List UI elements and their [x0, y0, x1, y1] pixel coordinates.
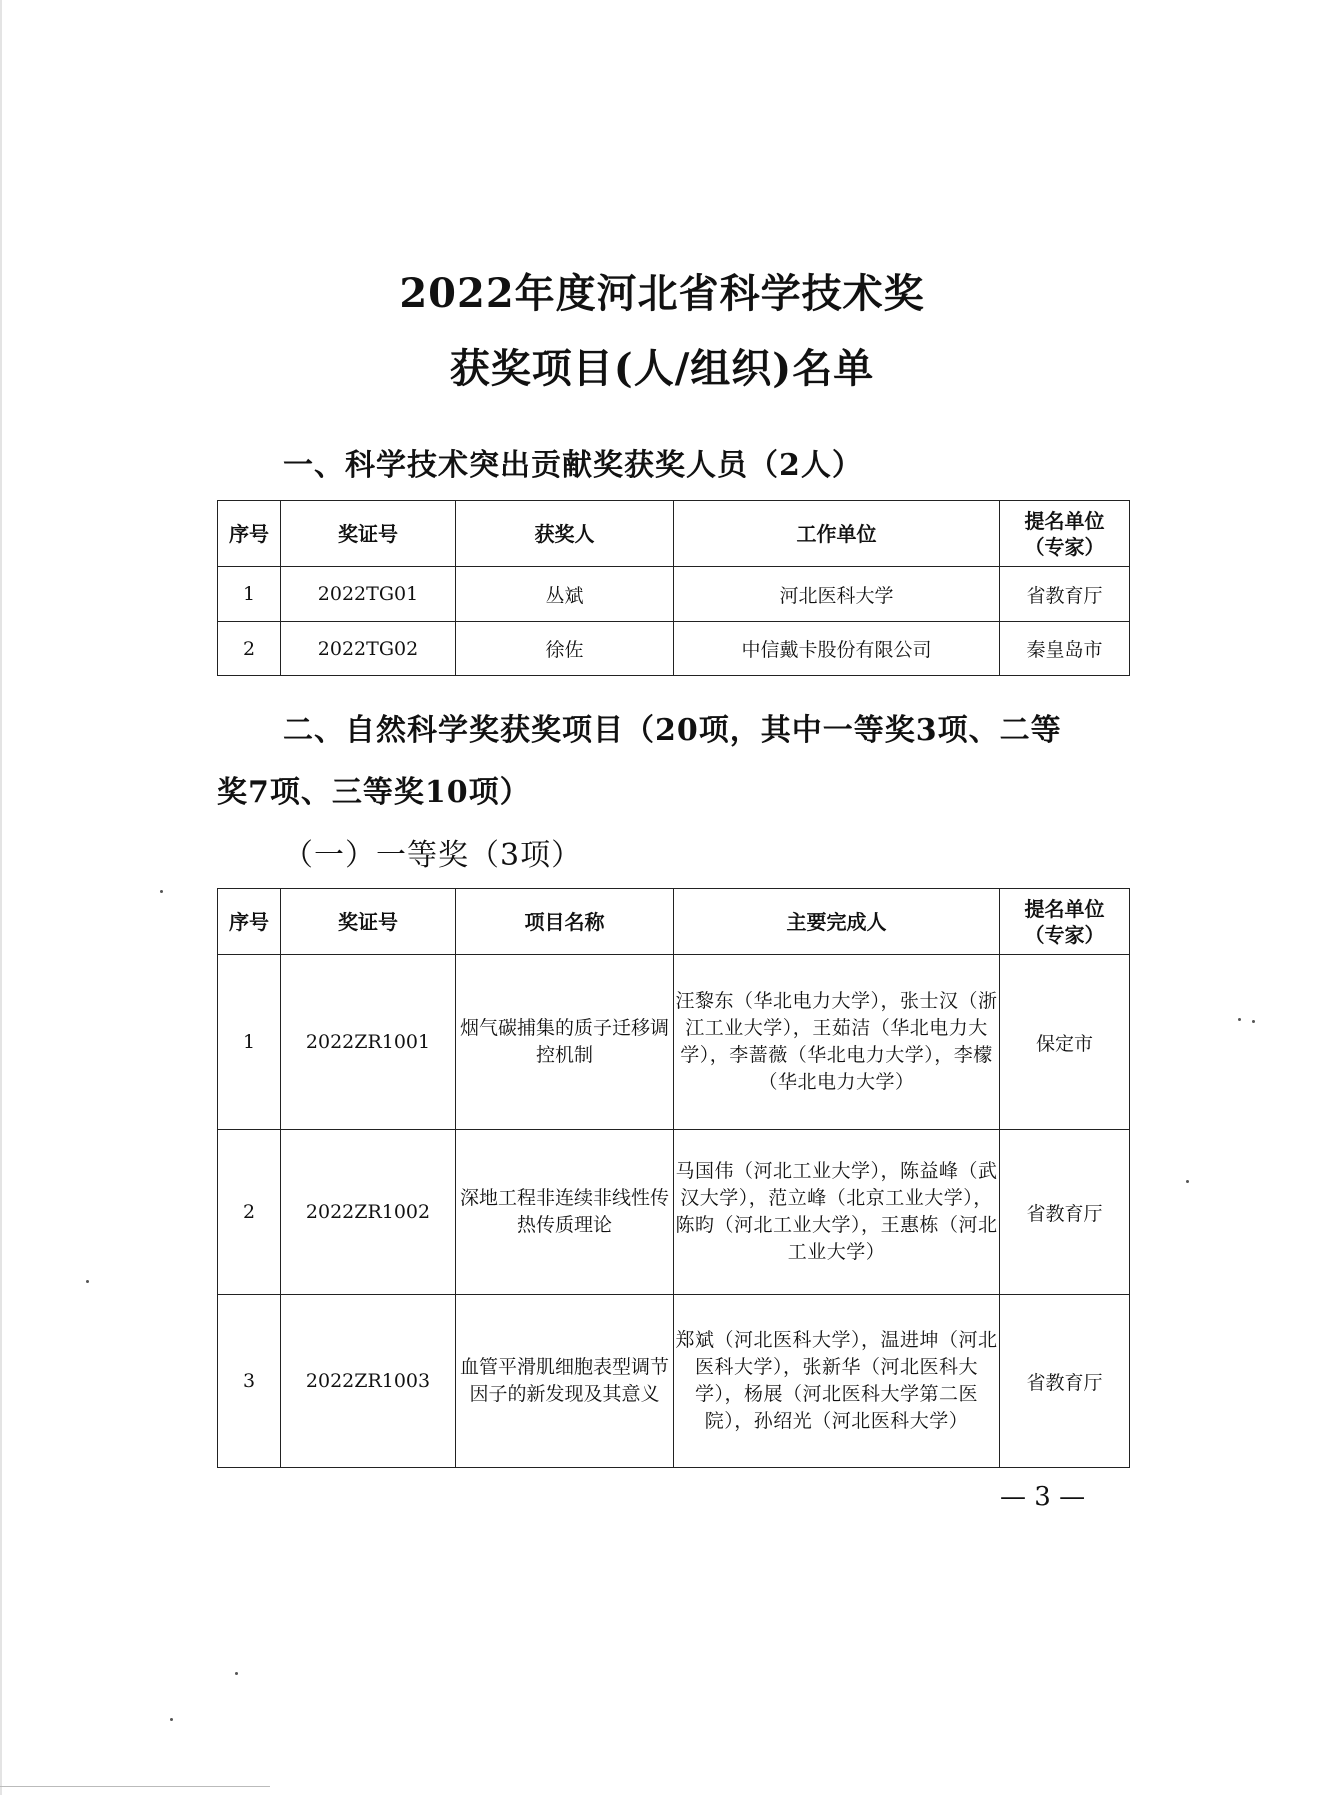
table-row — [218, 1130, 1130, 1295]
section2-heading-line1: 二、自然科学奖获奖项目（20项，其中一等奖3项、二等 — [283, 713, 1062, 748]
scan-speck — [160, 890, 163, 893]
cell-index: 1 — [218, 955, 281, 1130]
cell-project-name: 血管平滑肌细胞表型调节因子的新发现及其意义 — [456, 1295, 674, 1468]
table-row — [218, 1295, 1130, 1468]
cell-index: 3 — [218, 1295, 281, 1468]
section2-subheading: （一）一等奖（3项） — [283, 838, 583, 873]
header-cell: 奖证号 — [281, 501, 456, 567]
table-row — [218, 567, 1130, 622]
cell-contributors: 马国伟（河北工业大学），陈益峰（武汉大学），范立峰（北京工业大学），陈昀（河北工业大学），王惠栋（河北工业大学） — [674, 1130, 1000, 1295]
cell-cert-no: 2022ZR1002 — [281, 1130, 456, 1295]
cell-workplace: 中信戴卡股份有限公司 — [674, 622, 1000, 676]
cell-cert-no: 2022TG01 — [281, 567, 456, 622]
table-header-row — [218, 889, 1130, 955]
document-title-line2: 获奖项目(人/组织)名单 — [449, 345, 875, 392]
cell-cert-no: 2022ZR1003 — [281, 1295, 456, 1468]
scan-bottom-rule — [0, 1786, 270, 1787]
cell-nominator: 省教育厅 — [1000, 1295, 1130, 1468]
scan-speck — [86, 1280, 89, 1283]
table-row — [218, 622, 1130, 676]
cell-cert-no: 2022TG02 — [281, 622, 456, 676]
cell-nominator: 省教育厅 — [1000, 567, 1130, 622]
section2-heading-line2: 奖7项、三等奖10项） — [217, 775, 531, 810]
scan-speck — [170, 1718, 173, 1721]
cell-nominator: 省教育厅 — [1000, 1130, 1130, 1295]
cell-workplace: 河北医科大学 — [674, 567, 1000, 622]
cell-contributors: 汪黎东（华北电力大学），张士汉（浙江工业大学），王茹洁（华北电力大学），李蔷薇（华北电力大学），李檬（华北电力大学） — [674, 955, 1000, 1130]
section1-heading: 一、科学技术突出贡献奖获奖人员（2人） — [283, 448, 863, 483]
cell-nominator: 秦皇岛市 — [1000, 622, 1130, 676]
scan-speck — [1238, 1018, 1241, 1021]
cell-index: 2 — [218, 1130, 281, 1295]
table-row — [218, 955, 1130, 1130]
cell-project-name: 深地工程非连续非线性传热传质理论 — [456, 1130, 674, 1295]
cell-awardee: 丛斌 — [456, 567, 674, 622]
header-cell: 提名单位（专家） — [1000, 501, 1130, 567]
header-cell: 序号 — [218, 889, 281, 955]
cell-index: 1 — [218, 567, 281, 622]
document-title-line1: 2022年度河北省科学技术奖 — [399, 270, 925, 317]
header-cell: 主要完成人 — [674, 889, 1000, 955]
header-cell: 工作单位 — [674, 501, 1000, 567]
section1-table — [217, 500, 1130, 676]
cell-index: 2 — [218, 622, 281, 676]
header-cell: 获奖人 — [456, 501, 674, 567]
table-header-row — [218, 501, 1130, 567]
scan-speck — [1252, 1020, 1255, 1023]
scan-speck — [235, 1672, 238, 1675]
scan-speck — [1186, 1180, 1189, 1183]
header-cell: 奖证号 — [281, 889, 456, 955]
header-cell: 序号 — [218, 501, 281, 567]
cell-cert-no: 2022ZR1001 — [281, 955, 456, 1130]
cell-contributors: 郑斌（河北医科大学），温进坤（河北医科大学），张新华（河北医科大学），杨展（河北医科大学第二医院），孙绍光（河北医科大学） — [674, 1295, 1000, 1468]
page-number: — 3 — — [1000, 1482, 1086, 1512]
section2-table — [217, 888, 1130, 1468]
cell-awardee: 徐佐 — [456, 622, 674, 676]
header-cell: 提名单位（专家） — [1000, 889, 1130, 955]
header-cell: 项目名称 — [456, 889, 674, 955]
cell-nominator: 保定市 — [1000, 955, 1130, 1130]
cell-project-name: 烟气碳捕集的质子迁移调控机制 — [456, 955, 674, 1130]
